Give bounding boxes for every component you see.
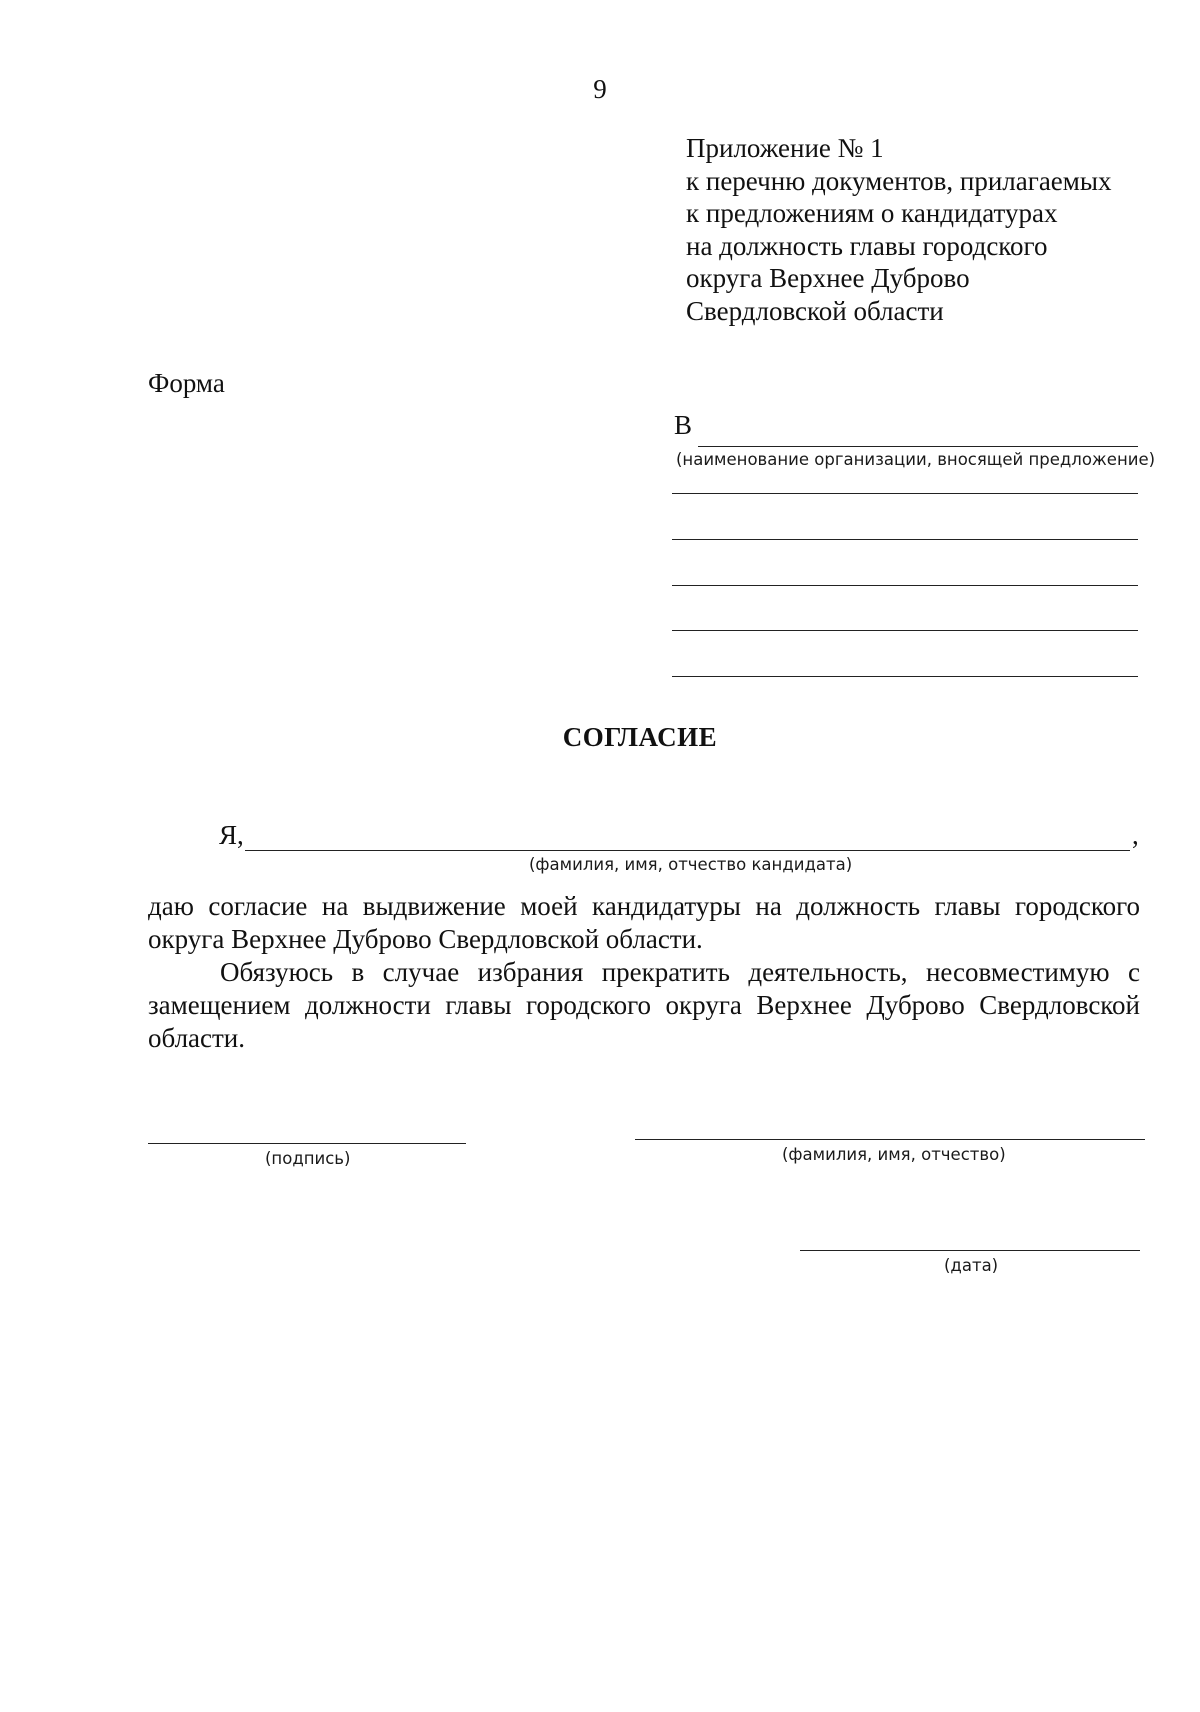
declarant-name-line[interactable] — [245, 850, 1130, 851]
declarant-suffix: , — [1132, 820, 1139, 850]
addressee-field-line[interactable] — [672, 676, 1138, 677]
addressee-field-line[interactable] — [698, 446, 1138, 447]
appendix-line: Свердловской области — [686, 295, 944, 326]
addressee-field-line[interactable] — [672, 630, 1138, 631]
full-name-caption: (фамилия, имя, отчество) — [782, 1145, 1006, 1164]
consent-text — [148, 890, 1140, 1055]
addressee-prefix: В — [674, 410, 693, 440]
appendix-line: на должность главы городского — [686, 230, 1048, 261]
page-number: 9 — [593, 74, 607, 104]
date-line[interactable] — [800, 1250, 1140, 1251]
appendix-line: к перечню документов, прилагаемых — [686, 165, 1112, 196]
declarant-prefix: Я, — [219, 820, 244, 850]
full-name-line[interactable] — [635, 1139, 1145, 1140]
appendix-line: к предложениям о кандидатурах — [686, 198, 1058, 228]
signature-caption: (подпись) — [265, 1149, 351, 1168]
addressee-field-line[interactable] — [672, 539, 1138, 540]
appendix-line: округа Верхнее Дуброво — [686, 263, 970, 293]
consent-paragraph: даю согласие на выдвижение моей кандидатуры на должность главы городского округа Верхнее Дуброво Свердловской области. — [148, 891, 1140, 954]
date-caption: (дата) — [944, 1256, 999, 1275]
appendix-line: Приложение № 1 — [686, 133, 884, 163]
appendix-header — [686, 132, 1112, 327]
addressee-caption: (наименование организации, вносящей предложение) — [676, 450, 1156, 469]
addressee-field-line[interactable] — [672, 585, 1138, 586]
document-title: СОГЛАСИЕ — [562, 722, 718, 752]
signature-line[interactable] — [148, 1143, 466, 1144]
obligation-paragraph: Обязуюсь в случае избрания прекратить деятельность, несовместимую с замещением должности главы городского округа Верхнее Дуброво Свердловской области. — [148, 957, 1140, 1053]
form-label: Форма — [148, 368, 225, 398]
declarant-caption: (фамилия, имя, отчество кандидата) — [529, 855, 853, 874]
addressee-field-line[interactable] — [672, 493, 1138, 494]
